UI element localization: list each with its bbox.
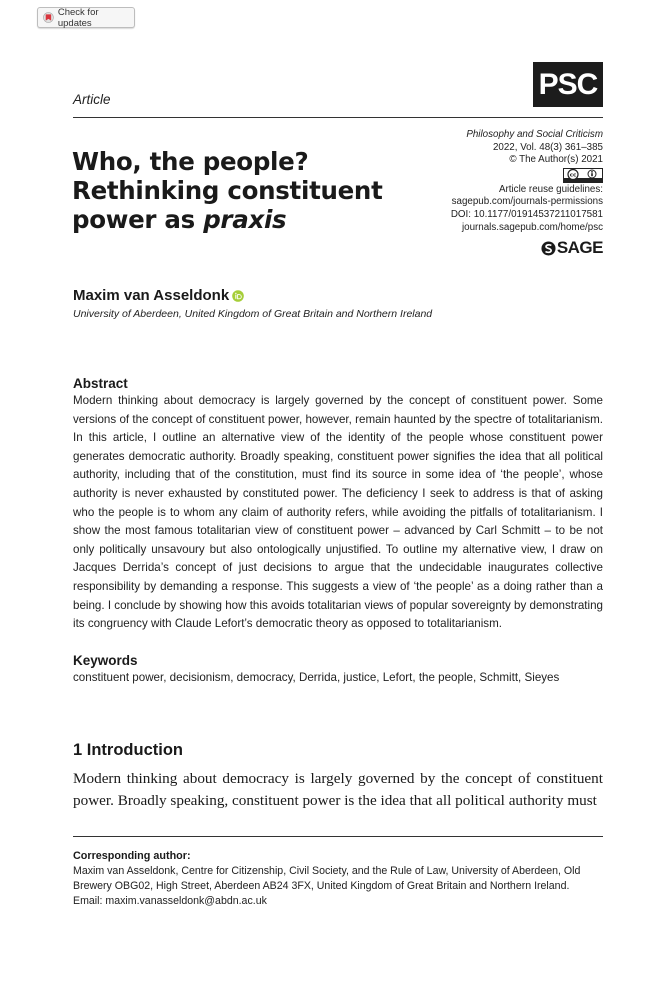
- corresponding-author-details: [73, 864, 608, 910]
- author-affiliation: University of Aberdeen, United Kingdom of Great Britain and Northern Ireland: [73, 308, 433, 320]
- corresponding-line-2: Brewery OBG02, High Street, Aberdeen AB24 3FX, United Kingdom of Great Britain and Northern Ireland.: [73, 880, 570, 893]
- cc-license-icon[interactable]: [563, 168, 603, 183]
- doi[interactable]: DOI: 10.1177/01914537211017581: [450, 208, 603, 220]
- keywords-heading: Keywords: [73, 653, 138, 668]
- journal-homepage-link[interactable]: journals.sagepub.com/home/psc: [461, 221, 603, 233]
- svg-text:cc: cc: [569, 172, 577, 179]
- article-type: Article: [73, 92, 111, 107]
- author-name: Maxim van Asseldonk: [73, 287, 230, 304]
- crossmark-icon: [43, 12, 54, 23]
- journal-name: Philosophy and Social Criticism: [466, 129, 603, 140]
- reuse-label: Article reuse guidelines:: [498, 183, 603, 195]
- keywords-text: constituent power, decisionism, democracy, Derrida, justice, Lefort, the people, Schmitt, Sieyes: [73, 671, 560, 684]
- corresponding-line-1: Maxim van Asseldonk, Centre for Citizenship, Civil Society, and the Rule of Law, University of Aberdeen, Old: [73, 865, 581, 877]
- introduction-text: Modern thinking about democracy is largely governed by the concept of constituent power. Broadly speaking, constituent power is the idea that all political authority must: [73, 770, 603, 809]
- footnote-divider: [73, 836, 603, 837]
- sage-icon: [541, 241, 556, 256]
- journal-volume: 2022, Vol. 48(3) 361–385: [492, 141, 603, 153]
- journal-meta: [353, 129, 603, 234]
- corresponding-email[interactable]: Email: maxim.vanasseldonk@abdn.ac.uk: [73, 895, 267, 908]
- introduction-heading: 1 Introduction: [73, 741, 183, 759]
- journal-logo: PSC: [533, 62, 603, 107]
- orcid-icon[interactable]: [232, 290, 244, 302]
- check-for-updates-button[interactable]: [37, 7, 135, 28]
- title-line-2: Rethinking constituent: [72, 176, 383, 205]
- title-line-3-italic: praxis: [203, 205, 287, 234]
- publisher-name: SAGE: [556, 238, 603, 257]
- copyright: © The Author(s) 2021: [509, 154, 603, 166]
- title-line-1: Who, the people?: [72, 147, 309, 176]
- abstract-text: Modern thinking about democracy is largely governed by the concept of constituent power. Some versions of the concept of constituent power, however, remain haunted by the spectre of totalitarianism. In this article, I outline an alternative view of the identity of the people whose constituent power generates democratic authority. Broadly speaking, constituent power signifies the idea that all political authority, including that of the constitution, must find its source in some idea of ‘the people’, whose authority is never exhausted by constituted power. The deficiency I seek to address is that of asking who the people is to whom any claim of authority refers, while avoiding the pitfalls of totalitarianism. I show the most famous totalitarian view of constituent power – advanced by Carl Schmitt – to be not only politically unsavoury but also ontologically unjustified. To outline my alternative view, I draw on Jacques Derrida’s concept of just decisions to argue that the undecidable inaugurates collective responsibility by demanding a response. This suggests a view of ‘the people’ as a doing rather than a being. I conclude by showing how this avoids totalitarian views of popular sovereignty by demonstrating its congruency with Claude Lefort’s democratic theory as opposed to totalitarianism.: [73, 394, 603, 631]
- header-divider: [73, 117, 603, 118]
- corresponding-author-heading: Corresponding author:: [73, 850, 191, 862]
- publisher-logo: [541, 238, 603, 258]
- check-for-updates-label: Check for updates: [57, 6, 99, 29]
- author-block: [73, 287, 244, 304]
- reuse-link[interactable]: sagepub.com/journals-permissions: [451, 196, 603, 208]
- abstract-heading: Abstract: [73, 376, 128, 391]
- title-line-3-plain: power as: [72, 205, 204, 234]
